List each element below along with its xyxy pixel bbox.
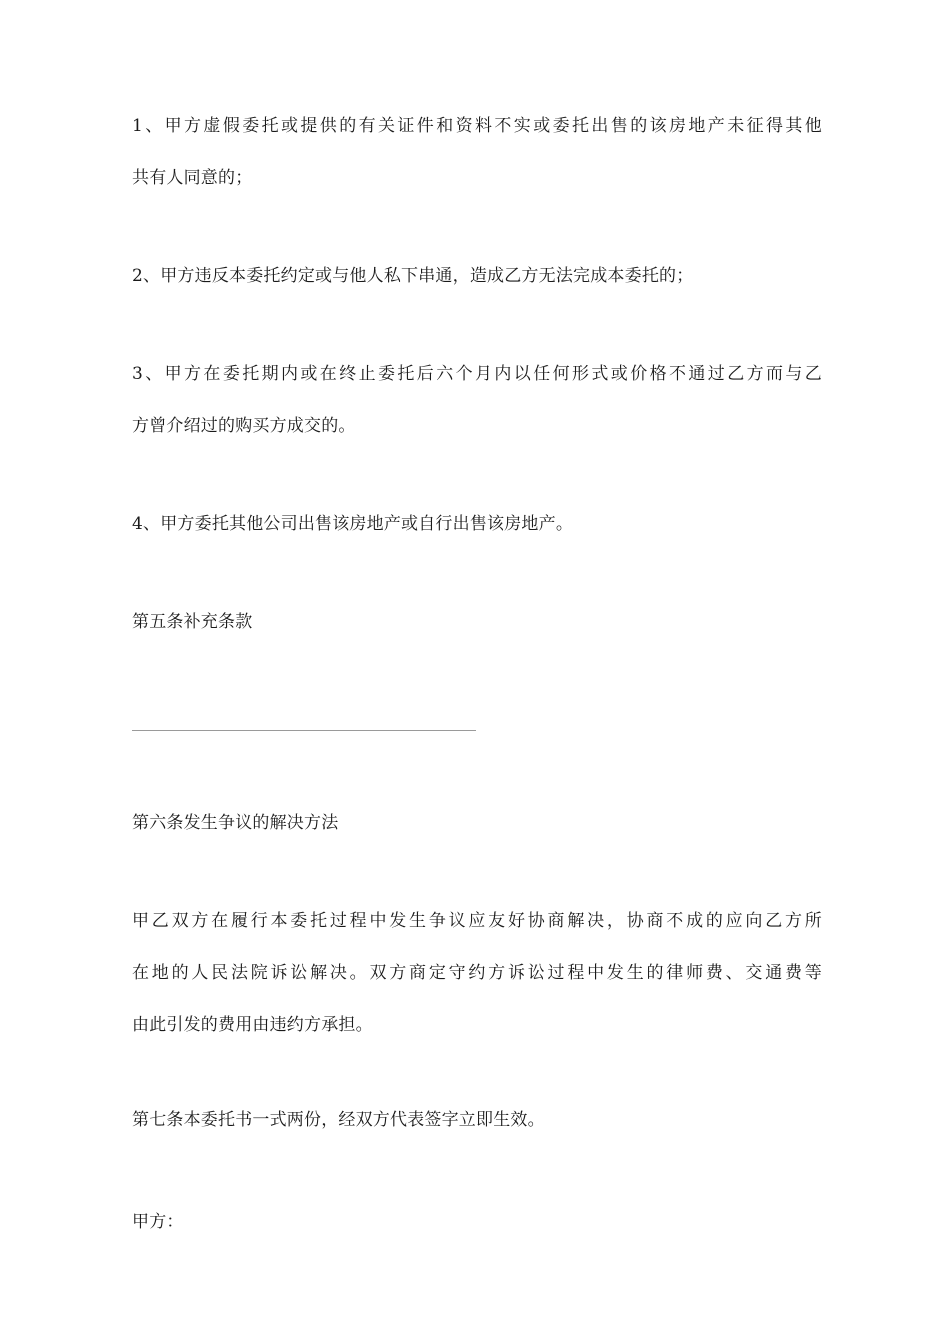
party-a-signature <box>132 1196 822 1248</box>
article-6-body-line-3: 由此引发的费用由违约方承担。 <box>132 1015 373 1035</box>
article-7-text: 第七条本委托书一式两份，经双方代表签字立即生效。 <box>132 1110 545 1130</box>
clause-item-1 <box>132 100 822 204</box>
article-7 <box>132 1094 822 1146</box>
clause-item-2-text: 2、甲方违反本委托约定或与他人私下串通，造成乙方无法完成本委托的； <box>132 266 694 286</box>
clause-item-3-line-2: 方曾介绍过的购买方成交的。 <box>132 416 356 436</box>
article-6-body <box>132 895 822 1051</box>
clause-item-2 <box>132 250 822 302</box>
clause-item-4-text: 4、甲方委托其他公司出售该房地产或自行出售该房地产。 <box>132 514 574 534</box>
article-6-body-line-2: 在地的人民法院诉讼解决。双方商定守约方诉讼过程中发生的律师费、交通费等 <box>132 963 822 983</box>
clause-item-1-line-1: 1、甲方虚假委托或提供的有关证件和资料不实或委托出售的该房地产未征得其他 <box>132 116 822 136</box>
article-6-body-line-1: 甲乙双方在履行本委托过程中发生争议应友好协商解决，协商不成的应向乙方所 <box>132 911 822 931</box>
supplementary-terms-blank-line <box>132 730 476 731</box>
clause-item-3 <box>132 348 822 452</box>
clause-item-3-line-1: 3、甲方在委托期内或在终止委托后六个月内以任何形式或价格不通过乙方而与乙 <box>132 364 822 384</box>
article-6-heading <box>132 797 822 849</box>
article-6-heading-text: 第六条发生争议的解决方法 <box>132 813 339 833</box>
article-5-heading <box>132 596 822 648</box>
clause-item-4 <box>132 498 822 550</box>
clause-item-1-line-2: 共有人同意的； <box>132 168 253 188</box>
party-a-label: 甲方： <box>132 1212 184 1232</box>
article-5-heading-text: 第五条补充条款 <box>132 612 253 632</box>
